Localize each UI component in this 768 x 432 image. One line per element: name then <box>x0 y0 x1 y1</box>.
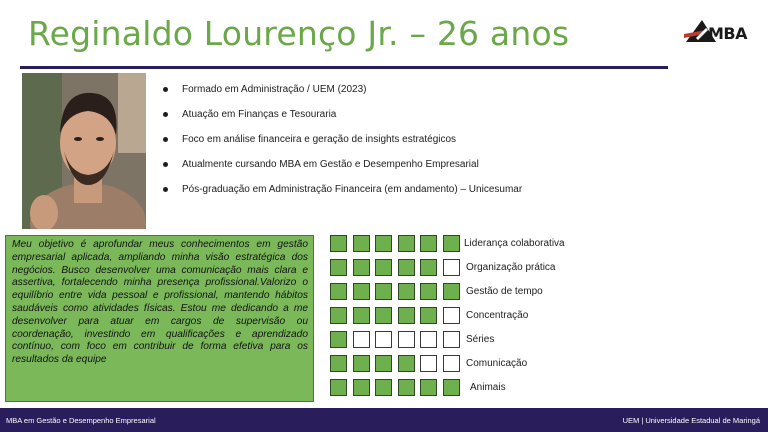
skill-cell-filled <box>398 283 415 300</box>
skill-cell-filled <box>330 379 347 396</box>
skill-cell-filled <box>375 283 392 300</box>
skills-rating-grid <box>330 233 590 401</box>
objective-box <box>5 235 314 402</box>
mba-logo <box>684 18 752 50</box>
skill-cell-filled <box>398 379 415 396</box>
skill-cell-filled <box>375 259 392 276</box>
skill-cell-filled <box>420 307 437 324</box>
bullet-item: Foco em análise financeira e geração de insights estratégicos <box>160 133 522 158</box>
skill-label: Concentração <box>466 310 529 321</box>
skill-cell-filled <box>375 235 392 252</box>
skill-cell-empty <box>420 355 437 372</box>
skill-row <box>330 305 590 329</box>
skill-cell-filled <box>443 283 460 300</box>
skill-cell-filled <box>443 379 460 396</box>
objective-text: Meu objetivo é aprofundar meus conhecimentos em gestão empresarial aplicada, ampliando minha visão estratégica dos negócios. Busco desenvolver uma comunicação mais clara e assertiva, fortalecendo minha presença profissional.Valorizo o equilíbrio entre vida pessoal e profissional, mantendo hábitos saudáveis como atividades físicas. Estou me dedicando a me desenvolver para atuar em cargos de supervisão ou coordenação, investindo em qualificações e aprendizado contínuo, com foco em contribuir de forma efetiva para os resultados da equipe <box>12 239 308 366</box>
skill-label: Séries <box>466 334 495 345</box>
skill-cell-filled <box>330 259 347 276</box>
skill-cell-filled <box>330 283 347 300</box>
skill-cell-empty <box>443 331 460 348</box>
skill-cell-filled <box>398 235 415 252</box>
skill-cell-filled <box>375 307 392 324</box>
skill-label: Liderança colaborativa <box>464 238 565 249</box>
mba-logo-text: MBA <box>708 24 747 43</box>
skill-cell-empty <box>443 259 460 276</box>
skill-cell-filled <box>398 259 415 276</box>
skill-cell-filled <box>353 283 370 300</box>
slide-title: Reginaldo Lourenço Jr. – 26 anos <box>28 14 570 53</box>
skill-cell-empty <box>353 331 370 348</box>
bullet-item: Atualmente cursando MBA em Gestão e Desempenho Empresarial <box>160 158 522 183</box>
skill-row <box>330 329 590 353</box>
skill-cell-filled <box>375 355 392 372</box>
skill-cell-filled <box>420 283 437 300</box>
skill-cell-empty <box>375 331 392 348</box>
profile-bullet-list <box>160 83 522 208</box>
skill-label: Animais <box>470 382 506 393</box>
skill-cell-filled <box>398 355 415 372</box>
skill-cell-empty <box>443 355 460 372</box>
skill-cell-empty <box>443 307 460 324</box>
footer-course: MBA em Gestão e Desempenho Empresarial <box>6 416 156 425</box>
skill-cell-filled <box>353 307 370 324</box>
skill-cell-filled <box>420 379 437 396</box>
skill-cell-filled <box>353 259 370 276</box>
skill-cell-filled <box>420 235 437 252</box>
skill-cell-filled <box>353 379 370 396</box>
skill-cell-filled <box>375 379 392 396</box>
skill-cell-filled <box>330 235 347 252</box>
skill-cell-filled <box>330 331 347 348</box>
bullet-item: Pós-graduação em Administração Financeira (em andamento) – Unicesumar <box>160 183 522 208</box>
skill-cell-empty <box>420 331 437 348</box>
skill-label: Comunicação <box>466 358 528 369</box>
bullet-item: Atuação em Finanças e Tesouraria <box>160 108 522 133</box>
skill-cell-filled <box>330 355 347 372</box>
profile-photo <box>22 73 146 229</box>
skill-cell-filled <box>353 355 370 372</box>
skill-row <box>330 281 590 305</box>
bullet-item: Formado em Administração / UEM (2023) <box>160 83 522 108</box>
skill-row <box>330 353 590 377</box>
skill-cell-filled <box>398 307 415 324</box>
skill-cell-filled <box>330 307 347 324</box>
skill-row <box>330 233 590 257</box>
skill-label: Gestão de tempo <box>466 286 543 297</box>
skill-row <box>330 377 590 401</box>
skill-row <box>330 257 590 281</box>
skill-cell-empty <box>398 331 415 348</box>
title-divider <box>20 66 668 69</box>
skill-cell-filled <box>420 259 437 276</box>
skill-cell-filled <box>443 235 460 252</box>
skill-cell-filled <box>353 235 370 252</box>
footer-university: UEM | Universidade Estadual de Maringá <box>622 416 760 425</box>
footer-bar <box>0 408 768 432</box>
skill-label: Organização prática <box>466 262 556 273</box>
